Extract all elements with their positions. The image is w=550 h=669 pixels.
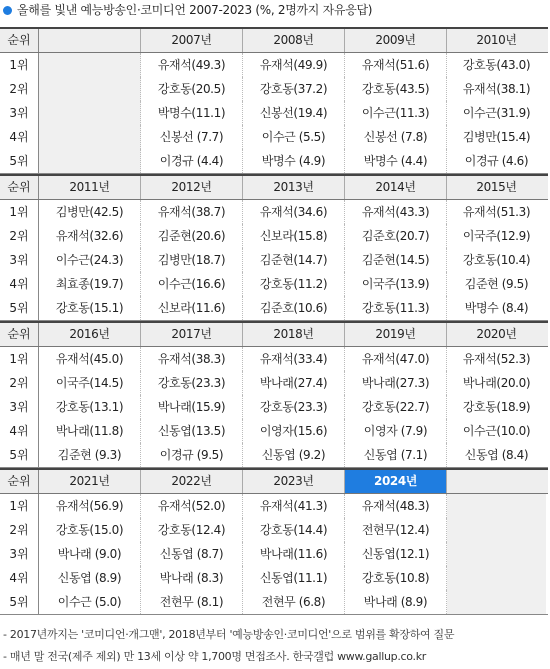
rank-label: 4위 [0, 125, 39, 149]
rank-row [0, 347, 548, 371]
entertainer-cell: 박나래(20.0) [462, 376, 531, 390]
year-header: 2019년 [345, 323, 447, 346]
rank-label: 2위 [0, 224, 39, 248]
rank-label: 5위 [0, 149, 39, 173]
empty-cell [39, 77, 141, 101]
entertainer-cell: 유재석(41.3) [243, 494, 345, 518]
entertainer-cell: 최효종(19.7) [39, 272, 141, 296]
rank-row [0, 77, 548, 101]
rank-row [0, 395, 548, 419]
rank-label: 2위 [0, 371, 39, 395]
rank-row [0, 494, 548, 518]
entertainer-cell: 유재석(52.0) [141, 494, 243, 518]
rank-label: 1위 [0, 200, 39, 224]
entertainer-cell: 이수근(16.6) [141, 272, 243, 296]
rank-label: 4위 [0, 272, 39, 296]
entertainer-cell: 이국주(13.9) [345, 272, 447, 296]
rank-label: 5위 [0, 590, 39, 614]
empty-cell [447, 566, 546, 590]
year-header: 2015년 [476, 180, 517, 194]
entertainer-cell: 신동엽 (8.7) [141, 542, 243, 566]
year-header: 2024년 [345, 470, 447, 493]
empty-cell [39, 149, 141, 173]
entertainer-cell: 김준호(20.7) [345, 224, 447, 248]
entertainer-cell: 박나래 (9.0) [39, 542, 141, 566]
rank-label: 5위 [0, 443, 39, 467]
rank-label: 3위 [0, 101, 39, 125]
entertainer-cell: 이경규 (9.5) [141, 443, 243, 467]
entertainer-cell: 이수근(24.3) [39, 248, 141, 272]
bullet-icon [3, 6, 12, 15]
entertainer-cell: 전현무 (8.1) [141, 590, 243, 614]
entertainer-cell: 강호동(11.2) [243, 272, 345, 296]
year-header: 2020년 [476, 327, 517, 341]
entertainer-cell: 유재석(51.3) [462, 205, 531, 219]
entertainer-cell: 이수근 (5.0) [39, 590, 141, 614]
entertainer-cell: 유재석(38.1) [462, 82, 531, 96]
entertainer-cell: 김준현(14.7) [243, 248, 345, 272]
year-header [39, 29, 141, 52]
year-header: 2010년 [476, 33, 517, 47]
rank-row [0, 518, 548, 542]
entertainer-cell: 신보라(11.6) [141, 296, 243, 320]
year-header: 2011년 [39, 176, 141, 199]
rank-label: 4위 [0, 566, 39, 590]
entertainer-cell: 강호동(12.4) [141, 518, 243, 542]
empty-cell [447, 590, 546, 614]
page-title [3, 1, 372, 19]
entertainer-cell: 신동엽 (8.9) [39, 566, 141, 590]
entertainer-cell: 강호동(23.3) [141, 371, 243, 395]
entertainer-cell: 박나래 (8.3) [141, 566, 243, 590]
entertainer-cell: 박나래(27.3) [345, 371, 447, 395]
entertainer-cell: 강호동(14.4) [243, 518, 345, 542]
entertainer-cell: 이수근(10.0) [462, 424, 531, 438]
empty-cell [39, 125, 141, 149]
entertainer-cell: 박명수 (4.4) [345, 149, 447, 173]
rank-label: 1위 [0, 347, 39, 371]
rank-label: 2위 [0, 518, 39, 542]
year-block [0, 468, 548, 615]
entertainer-cell: 강호동(15.1) [39, 296, 141, 320]
entertainer-cell: 강호동(13.1) [39, 395, 141, 419]
entertainer-cell: 박나래(11.6) [243, 542, 345, 566]
entertainer-cell: 강호동(18.9) [462, 400, 531, 414]
rank-header: 순위 [0, 323, 39, 346]
entertainer-cell: 유재석(45.0) [39, 347, 141, 371]
rank-row [0, 53, 548, 77]
header-row [0, 470, 548, 494]
entertainer-cell: 강호동(10.8) [345, 566, 447, 590]
entertainer-cell: 박나래(15.9) [141, 395, 243, 419]
rank-label: 4위 [0, 419, 39, 443]
year-block [0, 321, 548, 468]
year-block [0, 27, 548, 174]
entertainer-cell: 유재석(33.4) [243, 347, 345, 371]
footnotes [3, 624, 454, 668]
rank-label: 3위 [0, 248, 39, 272]
entertainer-cell: 신보라(15.8) [243, 224, 345, 248]
entertainer-cell: 신동엽(11.1) [243, 566, 345, 590]
entertainer-cell: 신동엽 (8.4) [464, 448, 529, 462]
entertainer-cell: 이수근 (5.5) [243, 125, 345, 149]
year-header: 2007년 [141, 29, 243, 52]
entertainer-cell: 유재석(52.3) [462, 352, 531, 366]
entertainer-cell: 박나래 (8.9) [345, 590, 447, 614]
empty-cell [447, 542, 546, 566]
entertainer-cell: 박명수 (8.4) [464, 301, 529, 315]
entertainer-cell: 강호동(43.0) [462, 58, 531, 72]
rank-label: 1위 [0, 494, 39, 518]
entertainer-cell: 김준현 (9.5) [464, 277, 529, 291]
rank-row [0, 224, 548, 248]
entertainer-cell: 신봉선 (7.7) [141, 125, 243, 149]
rank-row [0, 125, 548, 149]
entertainer-cell: 강호동(43.5) [345, 77, 447, 101]
rank-row [0, 419, 548, 443]
entertainer-cell: 김준현(20.6) [141, 224, 243, 248]
entertainer-cell: 김병만(42.5) [39, 200, 141, 224]
year-header: 2012년 [141, 176, 243, 199]
entertainer-cell: 김준현(14.5) [345, 248, 447, 272]
entertainer-cell: 신동엽 (7.1) [345, 443, 447, 467]
entertainer-cell: 전현무(12.4) [345, 518, 447, 542]
entertainer-cell: 강호동(15.0) [39, 518, 141, 542]
year-header: 2022년 [141, 470, 243, 493]
entertainer-cell: 강호동(11.3) [345, 296, 447, 320]
entertainer-cell: 신동엽(12.1) [345, 542, 447, 566]
entertainer-cell: 김준호(10.6) [243, 296, 345, 320]
entertainer-cell: 유재석(48.3) [345, 494, 447, 518]
header-row [0, 323, 548, 347]
entertainer-cell: 유재석(56.9) [39, 494, 141, 518]
entertainer-cell: 이경규 (4.6) [464, 154, 529, 168]
rank-row [0, 590, 548, 614]
entertainer-cell: 유재석(32.6) [39, 224, 141, 248]
rank-row [0, 566, 548, 590]
entertainer-cell: 강호동(23.3) [243, 395, 345, 419]
entertainer-cell: 박나래(11.8) [39, 419, 141, 443]
entertainer-cell: 유재석(38.7) [141, 200, 243, 224]
year-header: 2013년 [243, 176, 345, 199]
year-header: 2023년 [243, 470, 345, 493]
entertainer-cell: 신동엽(13.5) [141, 419, 243, 443]
empty-cell [447, 494, 546, 518]
entertainer-cell: 유재석(47.0) [345, 347, 447, 371]
entertainer-cell: 이국주(12.9) [462, 229, 531, 243]
year-header: 2017년 [141, 323, 243, 346]
entertainer-cell: 신봉선(19.4) [243, 101, 345, 125]
rank-row [0, 296, 548, 320]
rank-header: 순위 [0, 176, 39, 199]
entertainer-cell: 유재석(43.3) [345, 200, 447, 224]
year-header: 2009년 [345, 29, 447, 52]
rank-label: 1위 [0, 53, 39, 77]
entertainer-cell: 신동엽 (9.2) [243, 443, 345, 467]
year-block [0, 174, 548, 321]
header-row [0, 176, 548, 200]
entertainer-cell: 박나래(27.4) [243, 371, 345, 395]
rank-label: 5위 [0, 296, 39, 320]
entertainer-cell: 전현무 (6.8) [243, 590, 345, 614]
entertainer-cell: 이경규 (4.4) [141, 149, 243, 173]
rank-label: 3위 [0, 542, 39, 566]
year-header: 2014년 [345, 176, 447, 199]
entertainer-cell: 김병만(15.4) [462, 130, 531, 144]
entertainer-cell: 유재석(49.9) [243, 53, 345, 77]
ranking-table [0, 27, 548, 615]
header-row [0, 29, 548, 53]
rank-header: 순위 [0, 29, 39, 52]
entertainer-cell: 강호동(37.2) [243, 77, 345, 101]
rank-row [0, 542, 548, 566]
entertainer-cell: 김준현 (9.3) [39, 443, 141, 467]
rank-row [0, 101, 548, 125]
empty-cell [39, 101, 141, 125]
entertainer-cell: 김병만(18.7) [141, 248, 243, 272]
year-header: 2016년 [39, 323, 141, 346]
rank-label: 2위 [0, 77, 39, 101]
rank-row [0, 371, 548, 395]
entertainer-cell: 이국주(14.5) [39, 371, 141, 395]
year-header: 2018년 [243, 323, 345, 346]
rank-row [0, 149, 548, 173]
entertainer-cell: 강호동(10.4) [462, 253, 531, 267]
rank-header: 순위 [0, 470, 39, 493]
entertainer-cell: 강호동(20.5) [141, 77, 243, 101]
entertainer-cell: 이영자(15.6) [243, 419, 345, 443]
entertainer-cell: 이수근(11.3) [345, 101, 447, 125]
entertainer-cell: 박명수(11.1) [141, 101, 243, 125]
entertainer-cell: 신봉선 (7.8) [345, 125, 447, 149]
rank-row [0, 248, 548, 272]
rank-row [0, 443, 548, 467]
entertainer-cell: 유재석(51.6) [345, 53, 447, 77]
footnote: - 2017년까지는 '코미디언·개그맨', 2018년부터 '예능방송인·코미디언'으로 범위를 확장하여 질문 [3, 628, 455, 641]
rank-row [0, 272, 548, 296]
entertainer-cell: 강호동(22.7) [345, 395, 447, 419]
empty-cell [39, 53, 141, 77]
entertainer-cell: 이영자 (7.9) [345, 419, 447, 443]
empty-cell [447, 518, 546, 542]
entertainer-cell: 유재석(34.6) [243, 200, 345, 224]
year-header [447, 470, 546, 493]
title-text: 올해를 빛낸 예능방송인·코미디언 2007-2023 (%, 2명까지 자유응답) [17, 3, 373, 17]
entertainer-cell: 유재석(49.3) [141, 53, 243, 77]
footnote: - 매년 말 전국(제주 제외) 만 13세 이상 약 1,700명 면접조사. 한국갤럽 www.gallup.co.kr [3, 650, 427, 663]
entertainer-cell: 박명수 (4.9) [243, 149, 345, 173]
entertainer-cell: 유재석(38.3) [141, 347, 243, 371]
rank-row [0, 200, 548, 224]
rank-label: 3위 [0, 395, 39, 419]
entertainer-cell: 이수근(31.9) [462, 106, 531, 120]
year-header: 2008년 [243, 29, 345, 52]
year-header: 2021년 [39, 470, 141, 493]
